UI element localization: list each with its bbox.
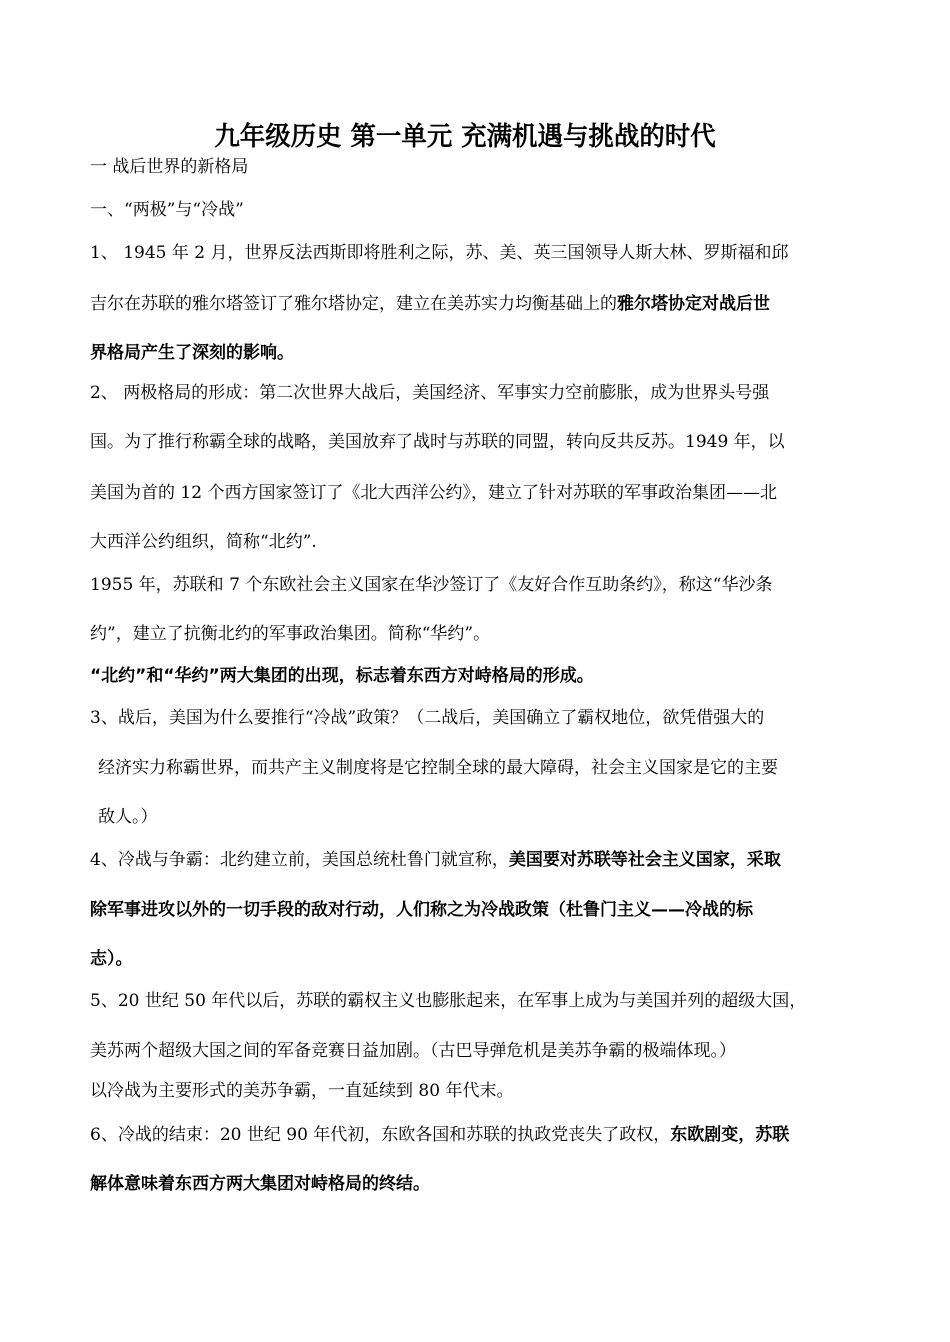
para5-line1: 5、20 世纪 50 年代以后，苏联的霸权主义也膨胀起来，在军事上成为与美国并列的超级大国， (90, 991, 807, 1011)
lesson-heading: 一 战后世界的新格局 (90, 157, 249, 177)
para5-line3: 以冷战为主要形式的美苏争霸，一直延续到 80 年代末。 (90, 1081, 514, 1101)
para4-line1-bold: 美国要对苏联等社会主义国家，采取 (508, 850, 781, 870)
para1-line2-text: 吉尔在苏联的雅尔塔签订了雅尔塔协定，建立在美苏实力均衡基础上的 (90, 294, 617, 314)
document-title: 九年级历史 第一单元 充满机遇与挑战的时代 (214, 122, 716, 152)
para2-line7: “北约”和“华约”两大集团的出现，标志着东西方对峙格局的形成。 (90, 666, 594, 686)
para5-line2: 美苏两个超级大国之间的军备竞赛日益加剧。（古巴导弹危机是美苏争霸的极端体现。） (90, 1041, 736, 1061)
para1-line2-bold: 雅尔塔协定对战后世 (617, 294, 770, 314)
para1-line1: 1、 1945 年 2 月，世界反法西斯即将胜利之际，苏、美、英三国领导人斯大林、罗斯福和邱 (90, 243, 789, 263)
para4-line3: 志）。 (90, 949, 133, 969)
para2-line1: 2、 两极格局的形成：第二次世界大战后，美国经济、军事实力空前膨胀，成为世界头号强 (90, 383, 770, 403)
para1-line2 (90, 292, 770, 316)
para2-line6: 约”，建立了抗衡北约的军事政治集团。简称“华约”。 (90, 624, 491, 644)
section-heading: 一、“两极”与“冷战” (90, 200, 244, 220)
para3-line1: 3、战后，美国为什么要推行“冷战”政策？（二战后，美国确立了霸权地位，欲凭借强大的 (90, 708, 765, 728)
para6-line1-bold: 东欧剧变，苏联 (670, 1125, 790, 1145)
para3-line2: 经济实力称霸世界，而共产主义制度将是它控制全球的最大障碍，社会主义国家是它的主要 (98, 758, 778, 778)
para2-line5: 1955 年，苏联和 7 个东欧社会主义国家在华沙签订了《友好合作互助条约》，称这“华沙条 (90, 575, 773, 595)
para4-line1 (90, 848, 781, 872)
para2-line4: 大西洋公约组织，简称“北约”. (90, 532, 317, 552)
para3-line3: 敌人。） (98, 807, 158, 827)
para2-line3: 美国为首的 12 个西方国家签订了《北大西洋公约》，建立了针对苏联的军事政治集团——北 (90, 483, 777, 503)
para6-line1-text: 6、冷战的结束：20 世纪 90 年代初，东欧各国和苏联的执政党丧失了政权， (90, 1125, 671, 1145)
para1-line3: 界格局产生了深刻的影响。 (90, 343, 294, 363)
para4-line1-text: 4、冷战与争霸：北约建立前，美国总统杜鲁门就宣称， (90, 850, 509, 870)
para2-line2: 国。为了推行称霸全球的战略，美国放弃了战时与苏联的同盟，转向反共反苏。1949 年，以 (90, 432, 785, 452)
para6-line1 (90, 1123, 789, 1147)
para4-line2: 除军事进攻以外的一切手段的敌对行动，人们称之为冷战政策（杜鲁门主义——冷战的标 (90, 900, 753, 920)
para6-line2: 解体意味着东西方两大集团对峙格局的终结。 (90, 1174, 430, 1194)
